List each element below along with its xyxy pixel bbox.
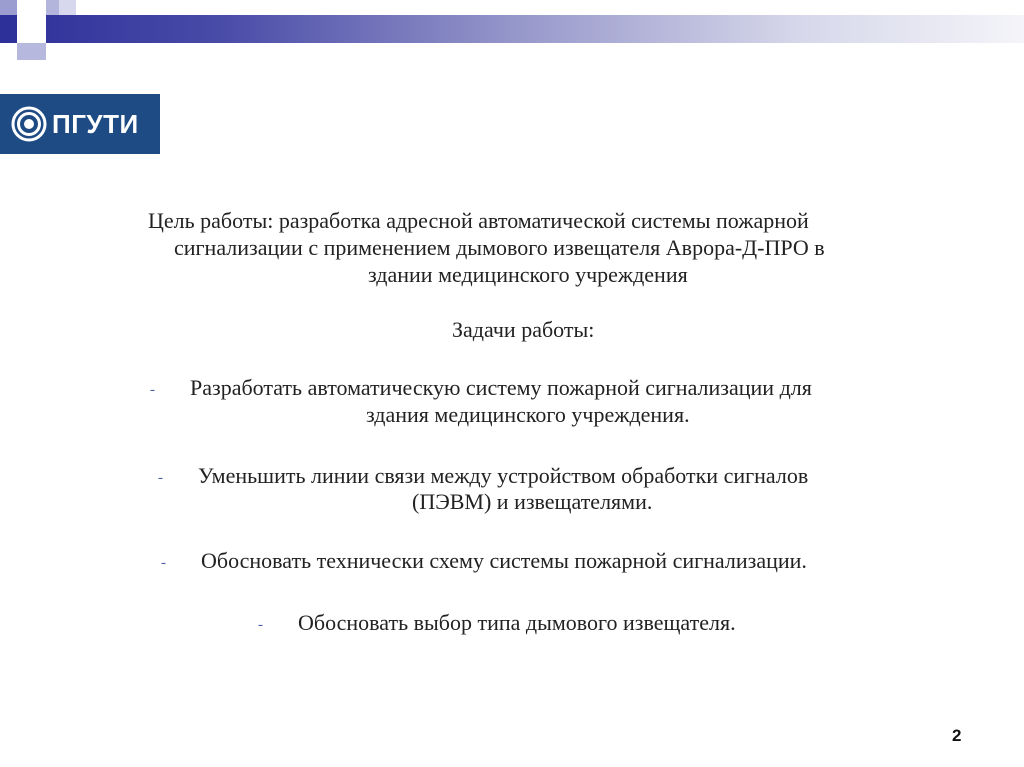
decor-square — [46, 0, 59, 15]
task-line: Разработать автоматическую систему пожарной сигнализации для — [190, 375, 812, 400]
logo-text: ПГУТИ — [52, 108, 139, 139]
task-line: (ПЭВМ) и извещателями. — [412, 489, 653, 514]
goal-line: здании медицинского учреждения — [368, 262, 688, 287]
bullet-marker: - — [158, 470, 163, 486]
decor-square — [17, 15, 46, 43]
logo-emblem-icon — [11, 106, 47, 142]
goal-line: Цель работы: разработка адресной автоматической системы пожарной — [148, 208, 809, 233]
top-decor-band — [0, 15, 1024, 43]
decor-square — [0, 0, 17, 15]
work-goal — [148, 207, 948, 288]
goal-line: сигнализации с применением дымового извещателя Аврора-Д-ПРО в — [174, 235, 825, 260]
task-line: Обосновать выбор типа дымового извещателя. — [298, 610, 736, 635]
task-line: Обосновать технически схему системы пожарной сигнализации. — [201, 548, 807, 573]
tasks-heading: Задачи работы: — [452, 317, 595, 342]
decor-square — [0, 43, 17, 61]
bullet-marker: - — [258, 617, 263, 633]
bullet-marker: - — [150, 382, 155, 398]
task-line: Уменьшить линии связи между устройством обработки сигналов — [198, 463, 809, 488]
task-line: здания медицинского учреждения. — [366, 402, 690, 427]
decor-square — [17, 43, 46, 60]
bullet-marker: - — [161, 555, 166, 571]
university-logo — [0, 94, 160, 154]
decor-square — [59, 0, 76, 15]
page-number: 2 — [952, 726, 962, 745]
